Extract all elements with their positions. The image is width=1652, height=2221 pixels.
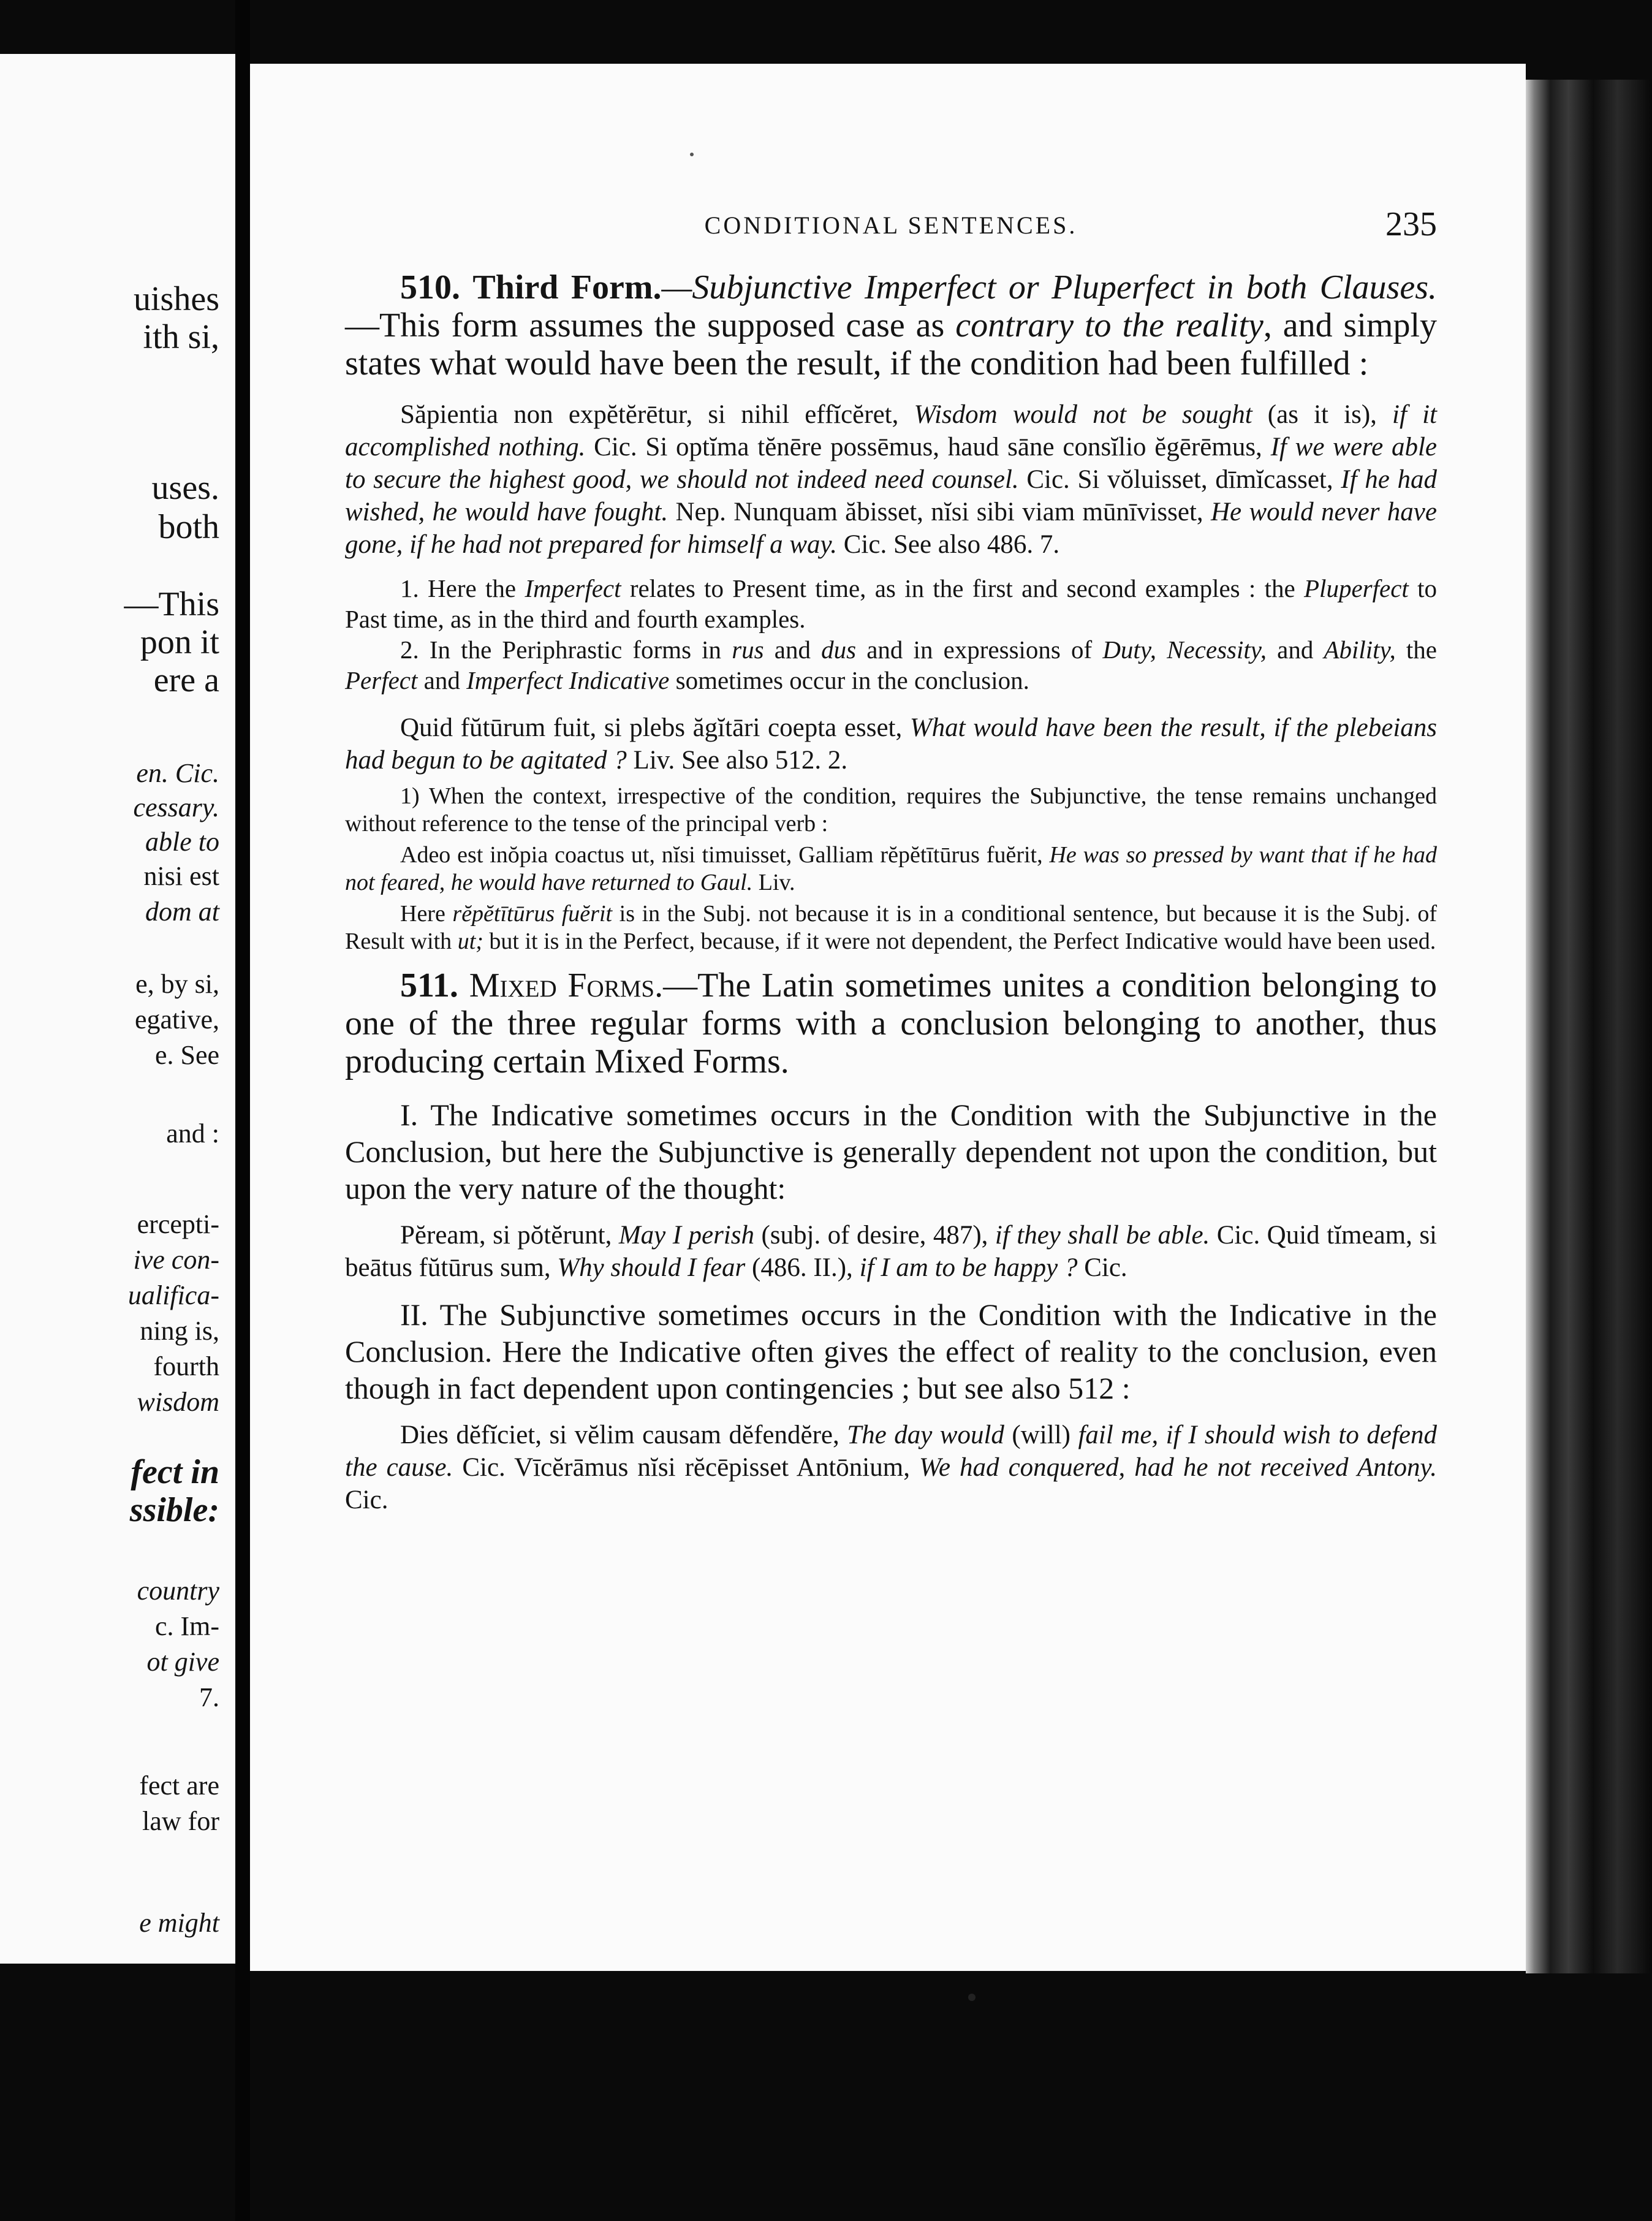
- left-fragment: dom at: [145, 897, 219, 927]
- note-italic: Perfect: [345, 666, 418, 694]
- note-italic: Duty, Necessity,: [1102, 636, 1267, 664]
- lead-text-italic: contrary to the reality: [955, 306, 1264, 344]
- left-fragment: ot give: [146, 1647, 219, 1677]
- lead-text: —This form assumes the supposed case as: [345, 306, 956, 344]
- example-block: [345, 398, 1437, 561]
- example-block-2: [345, 712, 1437, 776]
- note-italic: rĕpĕtītūrus fuĕrit: [452, 901, 613, 927]
- latin-text: Nep. Nunquam ăbisset, nĭsi sibi viam mūnīvisset,: [668, 498, 1211, 526]
- note-italic: Imperfect: [525, 574, 621, 602]
- left-fragment: en. Cic.: [136, 758, 219, 788]
- left-fragment: fect are: [139, 1771, 219, 1801]
- latin-text: Quid fŭtūrum fuit, si plebs ăgĭtāri coepta esset,: [400, 713, 910, 742]
- left-fragment: 7.: [199, 1682, 219, 1712]
- book-gutter: [235, 0, 250, 2221]
- note-text: to Past time, as in the third and fourth examples.: [345, 574, 1437, 633]
- latin-text: Cic. Si vŏluisset, dīmĭcasset,: [1018, 465, 1341, 494]
- translation-text: if I am to be happy ?: [859, 1253, 1078, 1282]
- latin-text: Pĕream, si pŏtĕrunt,: [400, 1221, 619, 1250]
- citation-text: Liv. See also 512. 2.: [626, 746, 848, 775]
- latin-text: Cic. Si optĭma tĕnēre possēmus, haud sāne consĭlio ĕgērēmus,: [585, 433, 1271, 461]
- latin-text: Adeo est inŏpia coactus ut, nĭsi timuisset, Galliam rĕpĕtītūrus fuĕrit,: [400, 842, 1050, 868]
- page-number: 235: [1385, 205, 1437, 243]
- translation-text: If he had wished, he would have fought.: [345, 465, 1438, 526]
- left-fragment: egative,: [134, 1004, 219, 1035]
- note-text: relates to Present time, as in the first and second examples : the: [621, 574, 1305, 602]
- section-511-part-2: II. The Subjunctive sometimes occurs in the Condition with the Indicative in the Conclusion. Here the Indicative often gives the effect of reality to the conclusion, even though in fact dependent upon contingencies ; but see also 512 :: [345, 1297, 1437, 1405]
- left-fragment: nisi est: [143, 861, 219, 891]
- left-fragment: uishes: [134, 280, 219, 318]
- left-fragment: e. See: [154, 1040, 219, 1070]
- left-fragment: wisdom: [137, 1387, 219, 1417]
- left-fragment: ive con-: [133, 1245, 219, 1275]
- latin-text: Săpientia non expĕtĕrētur, si nihil effĭcĕret,: [400, 400, 914, 429]
- left-fragment: cessary.: [133, 792, 219, 822]
- lead-text: , and simply states what would have been the result, if the condition had been fulfilled :: [345, 306, 1437, 382]
- latin-text: (as it is),: [1252, 400, 1393, 429]
- citation-text: Cic. See also 486. 7.: [837, 530, 1060, 559]
- left-fragment: ssible:: [129, 1491, 219, 1529]
- example-block-4: [345, 1419, 1437, 1516]
- latin-text: (486. II.),: [745, 1253, 860, 1282]
- subnote-1: 1) When the context, irrespective of the condition, requires the Subjunctive, the tense remains unchanged without reference to the tense of the principal verb :: [345, 783, 1437, 837]
- note-text: is in the Subj. not because it is in a conditional sentence, but because it is the Subj. of Result with: [345, 901, 1437, 954]
- left-fragment: both: [158, 508, 219, 546]
- latin-text: Cic. Quid tĭmeam, si beātus fŭtūrus sum,: [345, 1221, 1438, 1282]
- running-title: CONDITIONAL SENTENCES.: [704, 211, 1078, 239]
- left-fragment: and :: [166, 1118, 219, 1148]
- left-fragment: ere a: [153, 661, 219, 699]
- translation-text: The day would: [847, 1421, 1004, 1449]
- note-text: 2. In the Periphrastic forms in: [400, 636, 732, 664]
- subnote-explanation: [345, 900, 1437, 955]
- translation-text: We had conquered, had he not received Antony.: [919, 1453, 1438, 1482]
- section-number: 511.: [400, 966, 458, 1004]
- latin-text: Dies dĕfĭciet, si vĕlim causam dĕfendĕre,: [400, 1421, 847, 1449]
- left-fragment: e, by si,: [135, 969, 219, 999]
- note-text: the: [1395, 636, 1437, 664]
- note-italic: dus: [821, 636, 857, 664]
- citation-text: Cic.: [345, 1486, 388, 1514]
- note-text: sometimes occur in the conclusion.: [669, 666, 1029, 694]
- right-page: [250, 64, 1526, 1971]
- note-text: and: [1266, 636, 1324, 664]
- left-fragment: ercepti-: [137, 1209, 219, 1239]
- left-fragment: uses.: [151, 469, 219, 507]
- note-italic: rus: [732, 636, 764, 664]
- book-spine-edge: [1526, 80, 1652, 1973]
- latin-text: (will): [1004, 1421, 1078, 1449]
- left-fragment: ning is,: [140, 1316, 219, 1346]
- left-fragment: law for: [142, 1806, 219, 1836]
- note-text: Here: [400, 901, 453, 927]
- lead-text: —The Latin sometimes unites a condition belonging to one of the three regular forms with a conclusion belonging to another, thus producing certain Mixed Forms.: [345, 966, 1437, 1080]
- section-510-lead: [345, 268, 1437, 382]
- translation-text: Why should I fear: [557, 1253, 746, 1282]
- translation-text: If we were able to secure the highest good, we should not indeed need counsel.: [345, 433, 1437, 494]
- left-fragment: e might: [139, 1908, 219, 1938]
- note-text: and in expressions of: [856, 636, 1103, 664]
- citation-text: Liv.: [752, 870, 795, 895]
- translation-text: if they shall be able.: [995, 1221, 1210, 1250]
- note-text: and: [763, 636, 822, 664]
- section-number: 510.: [400, 268, 460, 306]
- note-italic: Imperfect Indicative: [466, 666, 670, 694]
- note-text: and: [417, 666, 467, 694]
- translation-text: He would never have gone, if he had not prepared for himself a way.: [345, 498, 1437, 559]
- left-fragment: able to: [145, 827, 219, 857]
- section-heading: Mixed Forms.: [469, 966, 664, 1004]
- note-text: 1. Here the: [400, 574, 525, 602]
- translation-text: Wisdom would not be sought: [914, 400, 1252, 429]
- note-italic: Pluperfect: [1304, 574, 1409, 602]
- translation-text: fail me, if I should wish to defend the cause.: [345, 1421, 1437, 1482]
- section-heading: Third Form.: [472, 268, 662, 306]
- translation-text: if it accomplished nothing.: [345, 400, 1437, 461]
- left-fragment: c. Im-: [154, 1611, 219, 1641]
- note-1: [345, 573, 1437, 634]
- note-italic: ut;: [457, 928, 483, 954]
- left-fragment: ualifica-: [127, 1280, 219, 1310]
- left-fragment: —This: [124, 585, 219, 623]
- section-511-lead: [345, 966, 1437, 1080]
- left-fragment: pon it: [140, 623, 219, 661]
- left-fragment: fect in: [131, 1453, 219, 1491]
- page-content: [345, 205, 1437, 1528]
- note-text: but it is in the Perfect, because, if it were not dependent, the Perfect Indicative would have been used.: [483, 928, 1436, 954]
- translation-text: What would have been the result, if the plebeians had begun to be agitated ?: [345, 713, 1437, 775]
- latin-text: Cic. Vīcĕrāmus nĭsi rĕcēpisset Antōnium,: [453, 1453, 920, 1482]
- left-fragment: country: [137, 1576, 219, 1606]
- subnote-example: [345, 841, 1437, 897]
- translation-text: May I perish: [618, 1221, 754, 1250]
- citation-text: Cic.: [1077, 1253, 1127, 1282]
- left-fragment: fourth: [153, 1351, 219, 1381]
- section-511-part-1: I. The Indicative sometimes occurs in the Condition with the Subjunctive in the Conclusion, but here the Subjunctive is generally dependent not upon the condition, but upon the very nature of the thought:: [345, 1098, 1437, 1205]
- section-subheading: —Subjunctive Imperfect or Pluperfect in both Clauses.: [661, 268, 1437, 306]
- print-speck: [690, 153, 694, 156]
- running-head: [345, 205, 1437, 254]
- latin-text: (subj. of desire, 487),: [754, 1221, 995, 1250]
- example-block-3: [345, 1219, 1437, 1284]
- note-italic: Ability,: [1324, 636, 1396, 664]
- left-facing-page: [0, 54, 239, 1964]
- left-fragment: ith si,: [143, 318, 219, 356]
- translation-text: He was so pressed by want that if he had not feared, he would have returned to Gaul.: [345, 842, 1437, 895]
- print-speck: [968, 1994, 976, 2001]
- note-2: [345, 634, 1437, 696]
